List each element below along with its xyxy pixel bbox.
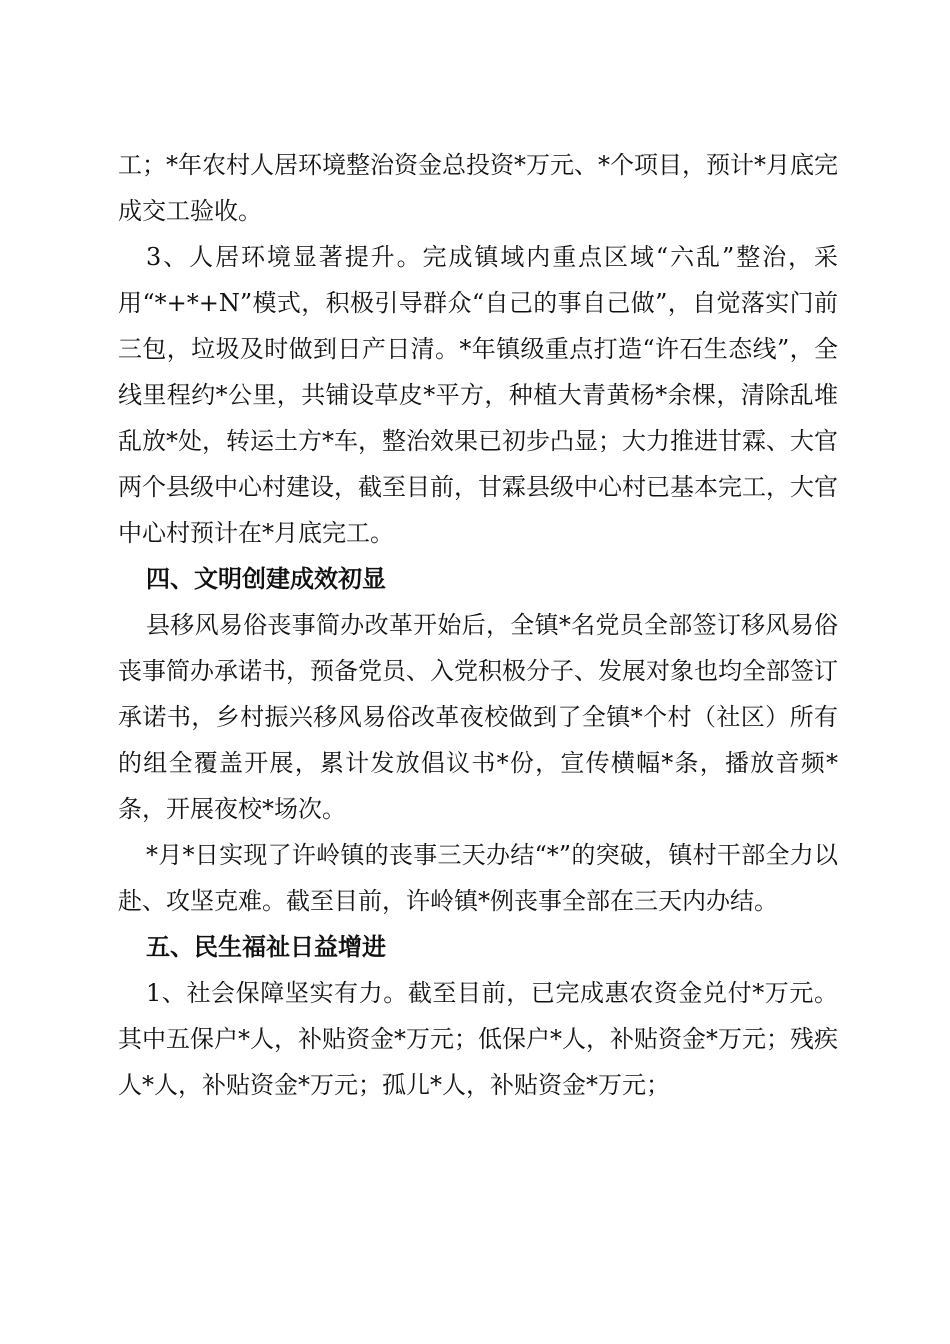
paragraph-funeral-breakthrough: *月*日实现了许岭镇的丧事三天办结“*”的突破，镇村干部全力以赴、攻坚克难。截至目前，许岭镇*例丧事全部在三天内办结。 (118, 841, 838, 915)
paragraph-living-environment: 3、人居环境显著提升。完成镇域内重点区域“六乱”整治，采用“*+*+N”模式，积极引导群众“自己的事自己做”，自觉落实门前三包，垃圾及时做到日产日清。*年镇级重点打造“许石生态线”，全线里程约*公里，共铺设草皮*平方，种植大青黄杨*余棵，清除乱堆乱放*处，转运土方*车，整治效果已初步凸显；大力推进甘霖、大官两个县级中心村建设，截至目前，甘霖县级中心村已基本完工，大官中心村预计在*月底完工。 (118, 243, 838, 547)
paragraph-social-security: 1、社会保障坚实有力。截至目前，已完成惠农资金兑付*万元。其中五保户*人，补贴资金*万元；低保户*人，补贴资金*万元；残疾人*人，补贴资金*万元；孤儿*人，补贴资金*万元； (118, 979, 838, 1099)
paragraph-continuation: 工；*年农村人居环境整治资金总投资*万元、*个项目，预计*月底完成交工验收。 (118, 151, 838, 225)
section-heading-civilization: 四、文明创建成效初显 (146, 565, 386, 593)
paragraph-funeral-reform: 县移风易俗丧事简办改革开始后，全镇*名党员全部签订移风易俗丧事简办承诺书，预备党员、入党积极分子、发展对象也均全部签订承诺书，乡村振兴移风易俗改革夜校做到了全镇*个村（社区）所有的组全覆盖开展，累计发放倡议书*份，宣传横幅*条，播放音频*条，开展夜校*场次。 (118, 611, 838, 823)
section-heading-livelihood: 五、民生福祉日益增进 (146, 933, 386, 961)
document-page (118, 142, 838, 1108)
